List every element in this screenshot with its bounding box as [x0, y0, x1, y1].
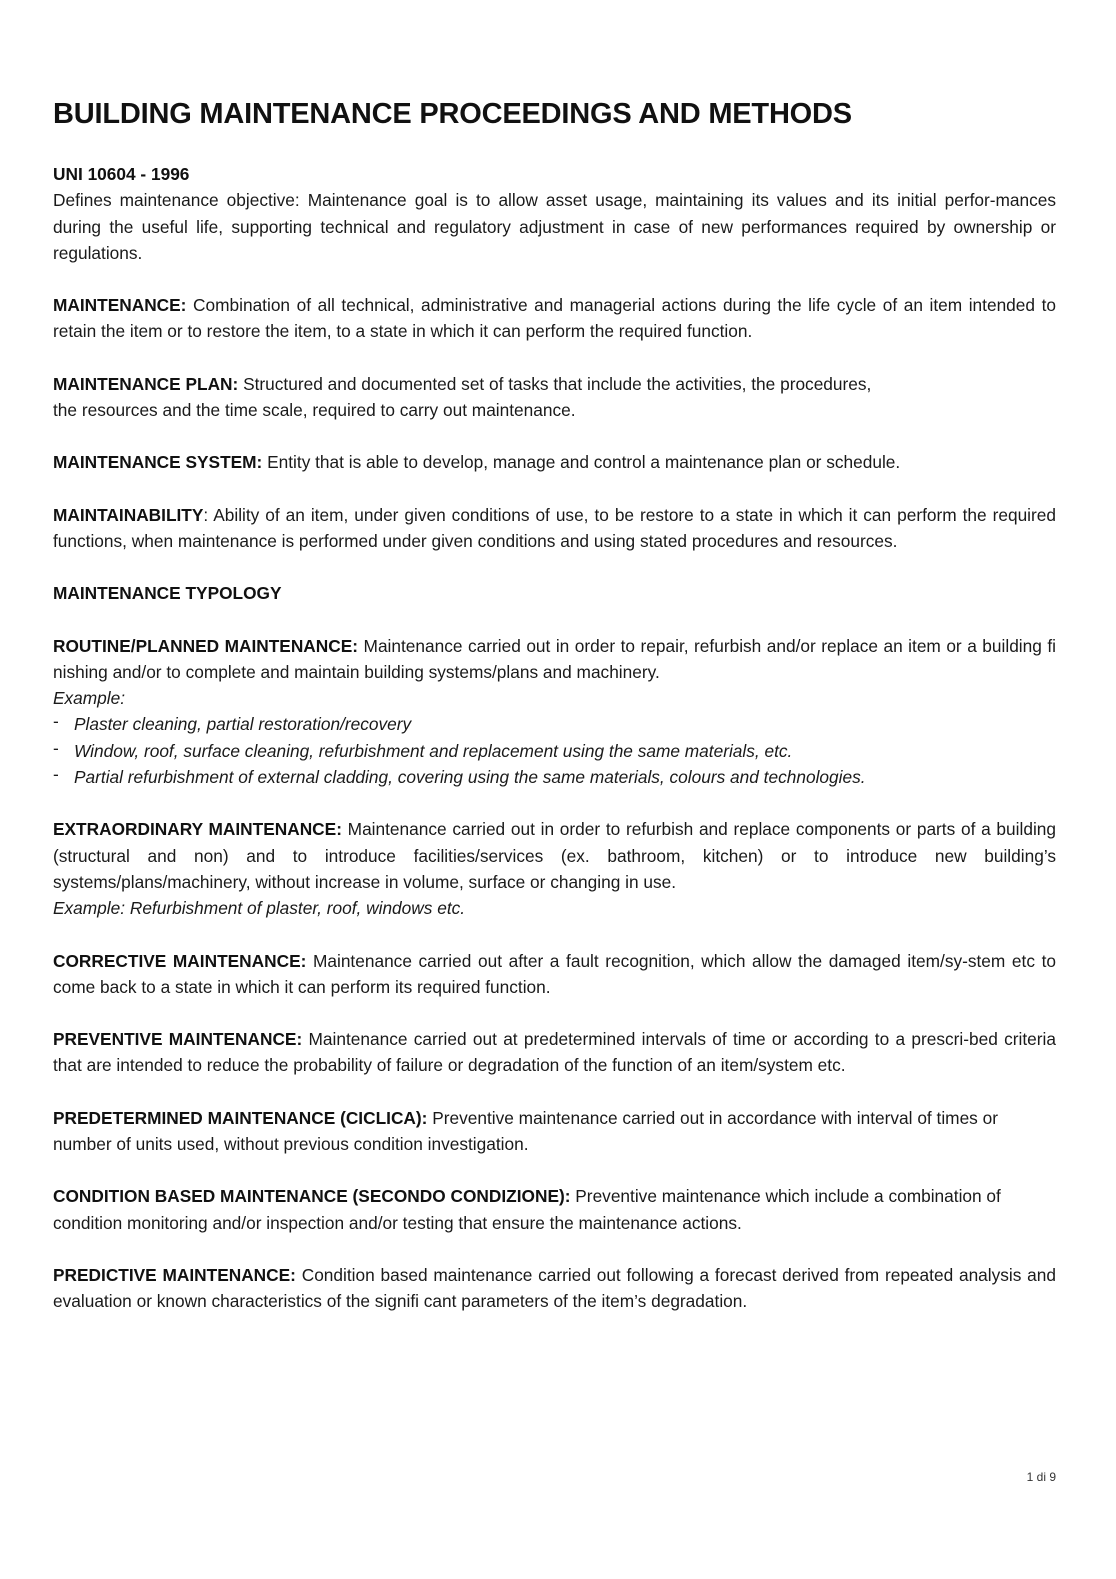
type-extraordinary: [53, 816, 1056, 921]
type-term: PREVENTIVE MAINTENANCE:: [53, 1029, 303, 1050]
definition-maintainability: [53, 502, 1056, 555]
example-list: [53, 711, 1056, 790]
definition-text: Structured and documented set of tasks that include the activities, the procedures,: [238, 373, 872, 394]
definition-term: MAINTENANCE SYSTEM:: [53, 452, 263, 473]
definition-term: MAINTENANCE PLAN:: [53, 373, 239, 394]
typology-heading: MAINTENANCE TYPOLOGY: [53, 583, 282, 604]
example-label: Example:: [53, 688, 126, 709]
type-corrective: [53, 948, 1056, 1001]
type-term: EXTRAORDINARY MAINTENANCE:: [53, 819, 342, 840]
type-text: Condition based maintenance carried out following a forecast derived from repeated analysis and evaluation or known characteristics of the signifi cant parameters of the item’s degradation.: [53, 1264, 1057, 1312]
type-term: CORRECTIVE MAINTENANCE:: [53, 950, 307, 971]
type-text: Maintenance carried out after a fault recognition, which allow the damaged item/sy-stem etc to come back to a state in which it can perform its required function.: [53, 950, 1056, 997]
list-item: [53, 711, 1056, 737]
example-text: Example: Refurbishment of plaster, roof, windows etc.: [53, 898, 466, 919]
document-page: [53, 94, 1056, 1315]
definition-text: Combination of all technical, administrative and managerial actions during the life cycle of an item intended to retain the item or to restore the item, to a state in which it can perform the required function.: [53, 295, 1056, 342]
list-item: [53, 738, 1056, 764]
standard-code: UNI 10604 - 1996: [53, 164, 190, 184]
definition-term: MAINTAINABILITY: [53, 504, 204, 525]
definition-maintenance-system: [53, 449, 1056, 475]
list-item: [53, 764, 1056, 790]
type-term: PREDETERMINED MAINTENANCE (CICLICA):: [53, 1107, 428, 1128]
standard-text: Defines maintenance objective: Maintenance goal is to allow asset usage, maintaining its values and its initial perfor-mances during the useful life, supporting technical and regulatory adjustment in case of new performances required by ownership or regulations.: [53, 190, 1056, 263]
definition-text: : Ability of an item, under given conditions of use, to be restore to a state in which it can perform the required functions, when maintenance is performed under given conditions and using stated procedures and resources.: [53, 504, 1056, 551]
type-text: Maintenance carried out in order to refurbish and replace components or parts of a building (structural and non) and to introduce facilities/services (ex. bathroom, kitchen) or to introduce new building’s systems/plans/machinery, without increase in volume, surface or changing in use.: [53, 819, 1057, 892]
type-text: Maintenance carried out in order to repair, refurbish and/or replace an item or a building fi nishing and/or to complete and maintain building systems/plans and machinery.: [53, 635, 1057, 682]
type-term: ROUTINE/PLANNED MAINTENANCE:: [53, 635, 359, 656]
type-term: CONDITION BASED MAINTENANCE (SECONDO CONDIZIONE):: [53, 1186, 571, 1207]
definition-maintenance: [53, 292, 1056, 345]
type-routine: [53, 633, 1056, 791]
type-text: Preventive maintenance carried out in accordance with interval of times or number of units used, without previous condition investigation.: [53, 1107, 998, 1155]
definition-text-continued: the resources and the time scale, required to carry out maintenance.: [53, 400, 576, 421]
dash-bullet: -: [53, 737, 59, 758]
definition-term: MAINTENANCE:: [53, 295, 187, 316]
example-text: Plaster cleaning, partial restoration/recovery: [74, 714, 412, 735]
page-title: BUILDING MAINTENANCE PROCEEDINGS AND METHODS: [53, 98, 852, 130]
standard-section: [53, 161, 1056, 266]
type-text: Maintenance carried out at predetermined intervals of time or according to a prescri-bed criteria that are intended to reduce the probability of failure or degradation of the function of an item/system etc.: [53, 1029, 1057, 1076]
example-text: Partial refurbishment of external cladding, covering using the same materials, colours and technologies.: [74, 767, 866, 788]
dash-bullet: -: [53, 711, 59, 732]
type-predetermined: [53, 1105, 1056, 1158]
type-condition-based: [53, 1183, 1056, 1236]
definition-text: Entity that is able to develop, manage and control a maintenance plan or schedule.: [262, 452, 901, 473]
dash-bullet: -: [53, 764, 59, 785]
type-preventive: [53, 1026, 1056, 1079]
type-term: PREDICTIVE MAINTENANCE:: [53, 1264, 296, 1285]
example-text: Window, roof, surface cleaning, refurbishment and replacement using the same materials, etc.: [74, 740, 793, 761]
type-predictive: [53, 1262, 1056, 1315]
type-text: Preventive maintenance which include a combination of condition monitoring and/or inspection and/or testing that ensure the maintenance actions.: [53, 1186, 1001, 1233]
page-number: 1 di 9: [1026, 1470, 1056, 1484]
definition-maintenance-plan: [53, 371, 1056, 424]
